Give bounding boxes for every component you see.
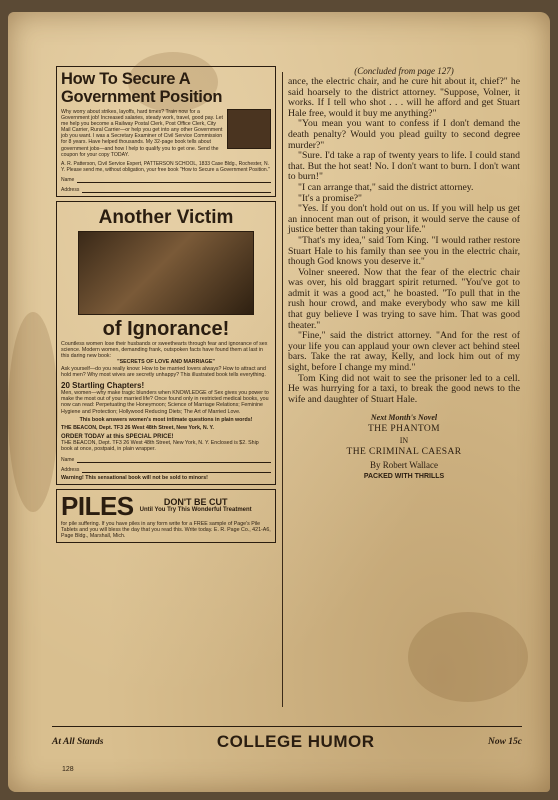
victim-address-label: Address	[61, 466, 80, 473]
footer-price: Now 15c	[487, 736, 522, 747]
concluded-note: (Concluded from page 127)	[354, 66, 454, 76]
gov-name-label: Name	[61, 176, 75, 183]
story-column	[288, 66, 520, 480]
piles-ad-title: PILES	[61, 490, 134, 521]
victim-ad-illustration	[78, 231, 254, 315]
footer-ad	[52, 726, 522, 756]
gov-ad-coupon: A. R. Patterson, Civil Service Expert, PATTERSON SCHOOL, 1833 Case Bldg., Rochester, N. Y. Please send me, without obligation, your free book "How to Secure a Government Position."	[61, 160, 270, 173]
victim-ad-p3: Men, women—why make tragic blunders when KNOWLEDGE of Sex gives you power to make the most out of your married life? Once found only in restricted medical books, you now can read: Perpetuating the Honeymoon; Science of Marriage Relations; Feminine Hygiene and Protection; Hollywood Reducing Diets; The Art of Married Love.	[61, 389, 269, 415]
gov-address-label: Address	[61, 186, 80, 193]
footer-magazine-title: COLLEGE HUMOR	[216, 731, 375, 751]
piles-ad-headline: DON'T BE CUT	[163, 497, 228, 508]
victim-ad-subtitle: of Ignorance!	[102, 317, 230, 340]
victim-ad-p2: Ask yourself—do you really know: How to be married lovers always? How to attract and hold men? Why most wives are secretly unhappy? This illustrated book tells everything.	[61, 365, 266, 378]
story-paragraph: Tom King did not wait to see the prisoner led to a cell. He was hurrying for a taxi, to break the good news to the wife and daughter of Stuart Hale.	[288, 372, 520, 405]
victim-name-label: Name	[61, 456, 75, 463]
victim-ad-address-2: THE BEACON, Dept. TF3 26 West 48th Street, New York, N. Y. Enclosed is $2. Ship book at once, postpaid, in plain wrapper.	[61, 440, 259, 453]
story-paragraph: "You mean you want to confess if I don't demand the death penalty? Would you plead guilty to second degree murder?"	[288, 118, 520, 151]
next-month-box	[288, 413, 520, 480]
story-paragraph: "That's my idea," said Tom King. "I would rather restore Stuart Hale to his family than see you in the electric chair, though God knows you deserve it."	[288, 234, 520, 268]
story-paragraph: Volner sneered. Now that the fear of the electric chair was over, his old braggart spirit returned. "You've got to admit it was a good act," he boasted. "To pull that in the rush hour crowd, and make everybody who saw me kill that guy believe I was trying to save him. That was good theater."	[288, 266, 520, 331]
piles-ad-body: for pile suffering. If you have piles in any form write for a FREE sample of Page's Pile Tablets and you will bless the day that you read this. Write today. E. R. Page Co., 421-A6, Page Bldg., Marshall, Mich.	[61, 520, 271, 540]
page-number: 128	[62, 766, 74, 773]
gov-ad-title: How To Secure A Government Position	[61, 70, 223, 106]
piles-ad-subheadline: Until You Try This Wonderful Treatment	[139, 507, 252, 514]
footer-left: At All Stands	[52, 736, 104, 747]
ads-column	[56, 66, 276, 547]
next-novel-title-1: THE PHANTOM	[367, 424, 441, 435]
piles-ad	[56, 489, 276, 544]
column-divider	[282, 72, 283, 707]
next-month-label: Next Month's Novel	[370, 413, 438, 423]
story-paragraph: "Sure. I'd take a rap of twenty years to life. I could stand that. But the hot seat! No. I don't want to burn. I don't want to burn!"	[288, 150, 520, 183]
victim-ad-book-title: "SECRETS OF LOVE AND MARRIAGE"	[117, 359, 215, 366]
gov-name-blank	[77, 178, 271, 183]
victim-name-blank	[77, 458, 271, 463]
paper-stain	[408, 612, 528, 702]
story-paragraph: ance, the electric chair, and he cure hit about it, chief?" he said hoarsely to the district attorney. "Suppose, Volner, it works. If I tell who shot . . . will he afford and get Stuart Hale free, would it buy me anything?"	[288, 76, 520, 119]
next-novel-tagline: PACKED WITH THRILLS	[363, 473, 445, 481]
gov-ad-photo	[227, 109, 271, 149]
paper-stain	[8, 312, 58, 512]
next-novel-author: By Robert Wallace	[369, 460, 439, 471]
story-paragraph: "Yes. If you don't hold out on us. If you will help us get an innocent man out of prison, it would serve the cause of justice better than taking your life."	[288, 203, 520, 236]
government-position-ad	[56, 66, 276, 197]
gov-ad-body: Why worry about strikes, layoffs, hard times? Train now for a Government job! Increased salaries, steady work, travel, good pay. Let me help you become a Railway Postal Clerk, Post Office Clerk, City Mail Carrier, Rural Carrier—or help you get into any other Government job you want. I was a Secretary Examiner of Civil Service Commission for 8 years. Have helped thousands. My 32-page book tells about government jobs—and how I help to qualify you to get one. Send the coupon for your copy TODAY.	[61, 109, 223, 158]
victim-ad-p4: This book answers women's most intimate questions in plain words!	[79, 416, 253, 423]
next-novel-title-2: THE CRIMINAL CAESAR	[346, 447, 462, 458]
story-paragraph: "It's a promise?"	[298, 192, 362, 204]
victim-ad-title: Another Victim	[98, 206, 234, 228]
victim-ad-warning: Warning! This sensational book will not be sold to minors!	[61, 474, 208, 481]
next-novel-in: IN	[399, 436, 409, 446]
victim-ad-address-1: THE BEACON, Dept. TF3 26 West 48th Street, New York, N. Y.	[61, 424, 214, 431]
story-paragraph: "I can arrange that," said the district attorney.	[298, 181, 474, 193]
victim-ad-p1: Countless women lose their husbands or sweethearts through fear and ignorance of sex science. Modern women, demanding frank, outspoken facts have found them at last in this daring new book:	[61, 340, 268, 360]
victim-address-blank	[82, 468, 271, 473]
gov-address-blank	[82, 188, 271, 193]
story-text	[288, 77, 520, 405]
victim-ad-chapters-heading: 20 Startling Chapters!	[61, 380, 145, 390]
victim-ad-order-line: ORDER TODAY at this SPECIAL PRICE!	[61, 434, 174, 441]
story-paragraph: "Fine," said the district attorney. "And for the rest of your life you can applaud your own clever act behind steel bars. Take the rat away, Kelly, and lock him out of my sight, before I change my mind."	[288, 330, 520, 374]
victim-of-ignorance-ad	[56, 201, 276, 485]
